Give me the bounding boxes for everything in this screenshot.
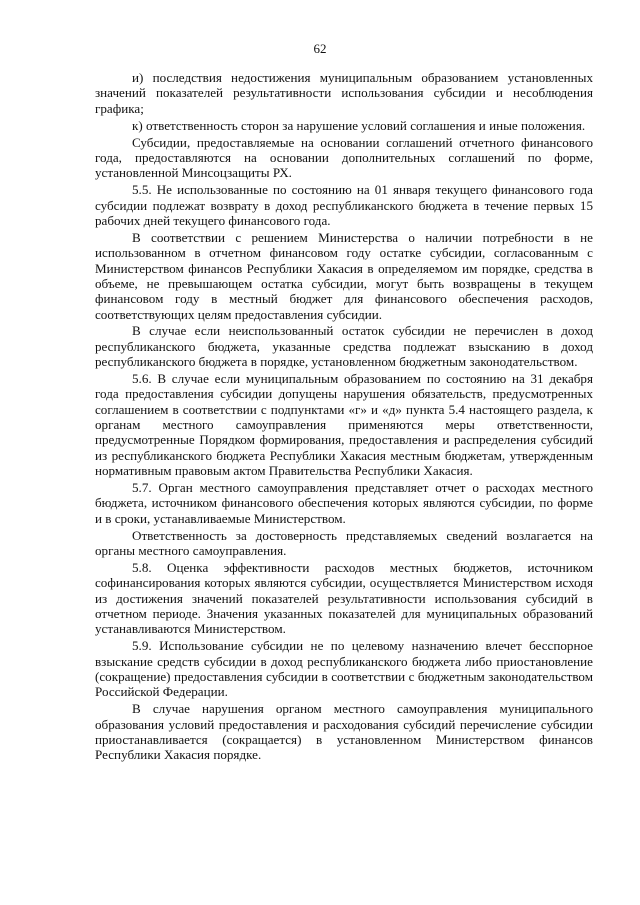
page-number: 62	[313, 41, 327, 56]
document-body	[95, 70, 593, 764]
paragraph-5-5: 5.5. Не использованные по состоянию на 01 января текущего финансового года субсидии подлежат возврату в доход республиканского бюджета в течение первых 15 рабочих дней текущего финансового года.	[95, 182, 593, 228]
paragraph-5-7: 5.7. Орган местного самоуправления представляет отчет о расходах местного бюджета, источником финансового обеспечения которых являются субсидии, по форме и в сроки, устанавливаемые Министерством.	[95, 480, 593, 526]
paragraph-ministry-decision: В соответствии с решением Министерства о наличии потребности в не использованном в отчетном финансовом году остатке субсидии, согласованным с Министерством финансов Республики Хакасия в определяемом им порядке, средства в объеме, не превышающем остатка субсидии, могут быть возвращены в текущем финансовом году в местный бюджет для финансового обеспечения расходов, соответствующих целям предоставления субсидии.	[95, 229, 593, 322]
paragraph-suspension: В случае нарушения органом местного самоуправления муниципального образования условий предоставления и расходования субсидий перечисление субсидии приостанавливается (сокращается) в установленном Министерством финансов Республики Хакасия порядке.	[95, 701, 593, 763]
paragraph-item-i: и) последствия недостижения муниципальным образованием установленных значений показателей результативности использования субсидии и несоблюдения графика;	[95, 70, 593, 116]
paragraph-5-6: 5.6. В случае если муниципальным образованием по состоянию на 31 декабря года предоставления субсидии допущены нарушения обязательств, предусмотренных соглашением в соответствии с подпунктами «г» и «д» пункта 5.4 настоящего раздела, к органам местного самоуправления применяются меры ответственности, предусмотренные Порядком формирования, предоставления и распределения субсидий из республиканского бюджета Республики Хакасия местным бюджетам, утвержденным нормативным правовым актом Правительства Республики Хакасия.	[95, 371, 593, 479]
paragraph-unused-balance-recovery: В случае если неиспользованный остаток субсидии не перечислен в доход республиканского бюджета, указанные средства подлежат взысканию в доход республиканского бюджета в порядке, установленном бюджетным законодательством.	[95, 323, 593, 370]
paragraph-5-9: 5.9. Использование субсидии не по целевому назначению влечет бесспорное взыскание средств субсидии в доход республиканского бюджета либо приостановление (сокращение) предоставления субсидии в соответствии с бюджетным законодательством Российской Федерации.	[95, 638, 593, 700]
paragraph-item-k: к) ответственность сторон за нарушение условий соглашения и иные положения.	[132, 117, 586, 133]
paragraph-subsidies-supplementary: Субсидии, предоставляемые на основании соглашений отчетного финансового года, предоставляются на основании дополнительных соглашений по форме, установленной Минсоцзащиты РХ.	[95, 134, 593, 181]
paragraph-reporting-responsibility: Ответственность за достоверность представляемых сведений возлагается на органы местного самоуправления.	[95, 527, 593, 559]
paragraph-5-8: 5.8. Оценка эффективности расходов местных бюджетов, источником софинансирования которых являются субсидии, осуществляется Министерством исходя из достижения значений показателей результативности использования субсидий в отчетном периоде. Значения указанных показателей для муниципальных образований устанавливаются Министерством.	[95, 560, 593, 637]
